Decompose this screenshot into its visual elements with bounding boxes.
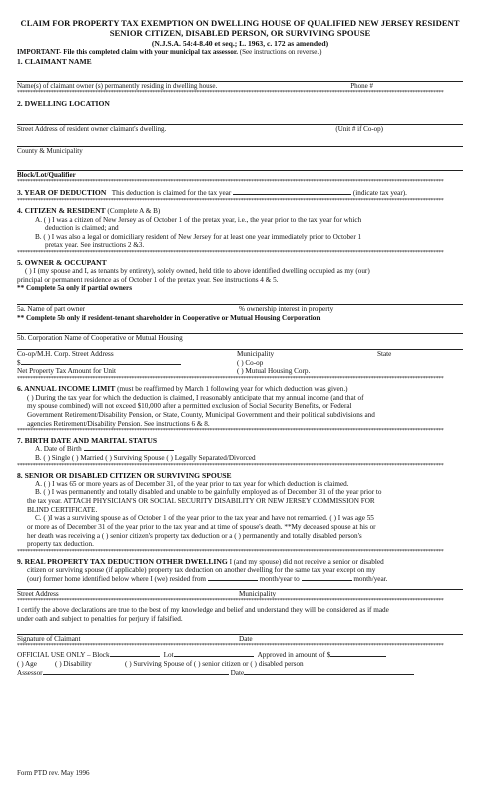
citizen-a-line2: deduction is claimed; and <box>45 224 119 233</box>
mutual-housing-checkbox[interactable]: ( ) Mutual Housing Corp. <box>237 367 311 376</box>
surviving-c-line4: property tax deduction. <box>27 540 94 549</box>
divider: ******************************************************************************************************************************************************************** <box>17 428 444 435</box>
date-of-birth-label: A. Date of Birth <box>35 445 82 454</box>
part-owner-field[interactable] <box>17 296 463 305</box>
former-home-labels <box>17 590 463 599</box>
surviving-c-line3[interactable]: her death was receiving a ( ) senior citizen's property tax deduction or a ( ) permanently and totally disabled person's <box>27 531 362 540</box>
divider: ******************************************************************************************************************************************************************** <box>17 462 444 469</box>
assessor-date-label: Date <box>230 668 245 677</box>
coop-checkbox[interactable]: ( ) Co-op <box>237 358 264 367</box>
coop-corp-name-label: 5b. Corporation Name of Cooperative or Mutual Housing <box>17 334 183 343</box>
divider: ******************************************************************************************************************************************************************** <box>17 197 444 204</box>
phone-label: Phone # <box>350 81 373 90</box>
citizen-checkbox-a[interactable]: A. ( ) I was a citizen of New Jersey as of October 1 of the pretax year, i.e., the year prior to the tax year for which <box>35 215 362 224</box>
statute-citation: (N.J.S.A. 54:4-8.40 et seq.; L. 1963, c. 172 as amended) <box>151 38 329 48</box>
income-checkbox[interactable]: ( ) During the tax year for which the deduction is claimed, I reasonably anticipate that my annual income (and that of <box>27 393 364 402</box>
section-2-heading: 2. DWELLING LOCATION <box>17 98 110 108</box>
approved-amount-label: Approved in amount of $ <box>257 651 331 660</box>
owner-line2: principal or permanent residence as of October 1 of the pretax year. See instructions 4 & 5. <box>17 275 279 284</box>
resident-b-line2: pretax year. See instructions 2 &3. <box>45 241 145 250</box>
form-revision: Form PTD rev. May 1996 <box>17 769 90 777</box>
other-dwelling-checkbox[interactable]: I (and my spouse) did not receive a senior or disabled <box>229 557 384 566</box>
surviving-c-line2: or more as of December 31 of the year prior to the tax year and at time of spouse's death. **My deceased spouse at his or <box>27 522 376 531</box>
part-owner-labels <box>17 305 463 314</box>
section-6-heading-row <box>17 384 463 394</box>
net-tax-row <box>17 359 463 368</box>
income-line4: agencies Retirement/Disability Pension. See instructions 6 & 8. <box>27 419 210 428</box>
lot-field[interactable] <box>174 651 254 657</box>
official-use-row2 <box>17 660 463 669</box>
section-7-heading: 7. BIRTH DATE AND MARITAL STATUS <box>17 436 158 446</box>
date-of-birth-row <box>17 445 463 454</box>
income-line2: my spouse combined) will not exceed $10,000 after a permitted exclusion of Social Security Benefits, or Federal <box>27 402 352 411</box>
disability-checkbox[interactable]: ( ) Disability <box>55 659 92 668</box>
other-dwelling-line2: citizen or surviving spouse (if applicable) property tax deduction on another dwelling for the same tax year except on my <box>27 566 376 575</box>
claimant-name-field[interactable] <box>17 73 463 82</box>
divider: ******************************************************************************************************************************************************************** <box>17 179 444 186</box>
certify-line2: under oath and subject to penalties for perjury if falsified. <box>17 615 183 623</box>
disabled-checkbox-b[interactable]: B. ( ) I was permanently and totally disabled and unable to be gainfully employed as of December 31 of the year prior to <box>35 488 382 497</box>
block-lot-label: Block/Lot/Qualifier <box>17 170 76 179</box>
assessor-field[interactable] <box>43 669 229 675</box>
coop-corp-name-field[interactable] <box>17 325 463 334</box>
official-use-row3 <box>17 669 463 678</box>
county-municipality-field[interactable] <box>17 138 463 147</box>
section-4-heading: 4. CITIZEN & RESIDENT <box>17 205 106 215</box>
partial-owner-note: ** Complete 5a only if partial owners <box>17 284 132 293</box>
section-3-text: This deduction is claimed for the tax year <box>111 189 232 198</box>
divider: ******************************************************************************************************************************************************************** <box>17 643 444 650</box>
corp-street-label: Co-op/M.H. Corp. Street Address <box>17 350 114 359</box>
divider: ******************************************************************************************************************************************************************** <box>17 548 444 555</box>
official-use-block-label: OFFICIAL USE ONLY – Block <box>17 651 110 660</box>
marital-status-checkboxes[interactable]: B. ( ) Single ( ) Married ( ) Surviving Spouse ( ) Legally Separated/Divorced <box>35 453 256 462</box>
coop-address-labels <box>17 350 463 359</box>
approved-amount-field[interactable] <box>330 651 386 657</box>
disabled-b-line3: BLIND CERTIFICATE. <box>27 505 98 514</box>
form-title-line1: CLAIM FOR PROPERTY TAX EXEMPTION ON DWELLING HOUSE OF QUALIFIED NEW JERSEY RESIDENT <box>20 18 460 28</box>
block-lot-field[interactable] <box>17 162 463 171</box>
section-9-heading-row <box>17 557 463 567</box>
disabled-b-line2: the tax year. ATTACH PHYSICIAN'S OR SOCIAL SECURITY DISABILITY OR NEW JERSEY COMMISSION FOR <box>27 496 375 505</box>
divider: ******************************************************************************************************************************************************************** <box>17 89 444 96</box>
to-month-year-field[interactable] <box>302 575 352 581</box>
signature-labels <box>17 635 463 644</box>
senior-checkbox-a[interactable]: A. ( ) I was 65 or more years as of December 31, of the year prior to tax year for which deduction is claimed. <box>35 479 349 488</box>
street-address-labels <box>17 125 463 133</box>
certify-line1: I certify the above declarations are true to the best of my knowledge and belief and understand they will be considered as if made <box>17 606 389 615</box>
section-4-note: (Complete A & B) <box>107 206 161 215</box>
assessor-date-field[interactable] <box>244 669 414 675</box>
street-address-field[interactable] <box>17 116 463 125</box>
corp-municipality-label: Municipality <box>237 350 275 359</box>
section-5-heading: 5. OWNER & OCCUPANT <box>17 258 107 268</box>
signature-date-label: Date <box>239 634 253 643</box>
net-tax-dollar-field[interactable]: $ <box>17 359 237 368</box>
surviving-spouse-checkbox-c[interactable]: C. ( )I was a surviving spouse as of October 1 of the year prior to the tax year and have not remarried. ( ) I was age 55 <box>35 514 374 523</box>
resident-checkbox-b[interactable]: B. ( ) I was also a legal or domiciliary resident of New Jersey for at least one year immediately prior to October 1 <box>35 232 362 241</box>
form-title-line2: SENIOR CITIZEN, DISABLED PERSON, OR SURVIVING SPOUSE <box>109 28 371 39</box>
net-tax-label: Net Property Tax Amount for Unit <box>17 367 116 376</box>
section-4-heading-row <box>17 206 463 216</box>
former-municipality-label: Municipality <box>239 589 277 598</box>
section-6-heading: 6. ANNUAL INCOME LIMIT <box>17 383 116 393</box>
street-address-label: Street Address of resident owner claimant's dwelling. <box>17 125 167 134</box>
claimant-name-labels <box>17 82 463 90</box>
section-3 <box>17 187 463 198</box>
divider: ******************************************************************************************************************************************************************** <box>17 250 444 257</box>
section-9-heading: 9. REAL PROPERTY TAX DEDUCTION OTHER DWELLING <box>17 556 228 566</box>
part-owner-name-label: 5a. Name of part owner <box>17 305 86 314</box>
signature-label: Signature of Claimant <box>17 634 81 643</box>
section-8-heading: 8. SENIOR OR DISABLED CITIZEN OR SURVIVING SPOUSE <box>17 470 232 480</box>
from-month-year-field[interactable] <box>208 575 258 581</box>
section-1-heading: 1. CLAIMANT NAME <box>17 57 92 67</box>
block-field[interactable] <box>110 651 160 657</box>
coop-note: ** Complete 5b only if resident-tenant shareholder in Cooperative or Mutual Housing Corporation <box>17 313 321 322</box>
section-6-note: (must be reaffirmed by March 1 following year for which deduction was given.) <box>117 384 348 393</box>
owner-checkbox[interactable]: ( ) I (my spouse and I, as tenants by entirety), solely owned, held title to above identified dwelling occupied as my (our) <box>25 267 370 276</box>
former-street-label: Street Address <box>17 589 59 598</box>
other-dwelling-line3: (our) former home identified below where I (we) resided from month/year to month/year. <box>27 575 388 584</box>
divider: ******************************************************************************************************************************************************************** <box>17 375 444 382</box>
section-3-suffix: (indicate tax year). <box>352 189 407 198</box>
important-note: IMPORTANT- File this completed claim with your municipal tax assessor. (See instructions on reverse.) <box>17 48 322 57</box>
ownership-percent-label: % ownership interest in property <box>239 305 334 314</box>
county-municipality-label: County & Municipality <box>17 147 83 156</box>
surviving-spouse-checkbox[interactable]: ( ) Surviving Spouse of ( ) senior citizen or ( ) disabled person <box>125 659 304 668</box>
age-checkbox[interactable]: ( ) Age <box>17 659 37 668</box>
date-of-birth-field[interactable] <box>84 445 174 451</box>
divider: ******************************************************************************************************************************************************************** <box>17 598 444 605</box>
section-3-heading: 3. YEAR OF DEDUCTION <box>17 188 107 198</box>
claimant-name-label: Name(s) of claimant owner (s) permanently residing in dwelling house. <box>17 81 218 90</box>
official-lot-label: Lot <box>163 651 174 660</box>
official-use-row1 <box>17 651 463 660</box>
income-line3: Government Retirement/Disability Pension, or State, County, Municipal Government and their political subdivisions and <box>27 410 375 419</box>
net-tax-labels <box>17 367 463 376</box>
assessor-label: Assessor <box>17 668 43 677</box>
corp-state-label: State <box>377 350 392 359</box>
tax-year-field[interactable] <box>233 187 351 195</box>
unit-label: (Unit # if Co-op) <box>335 125 383 134</box>
